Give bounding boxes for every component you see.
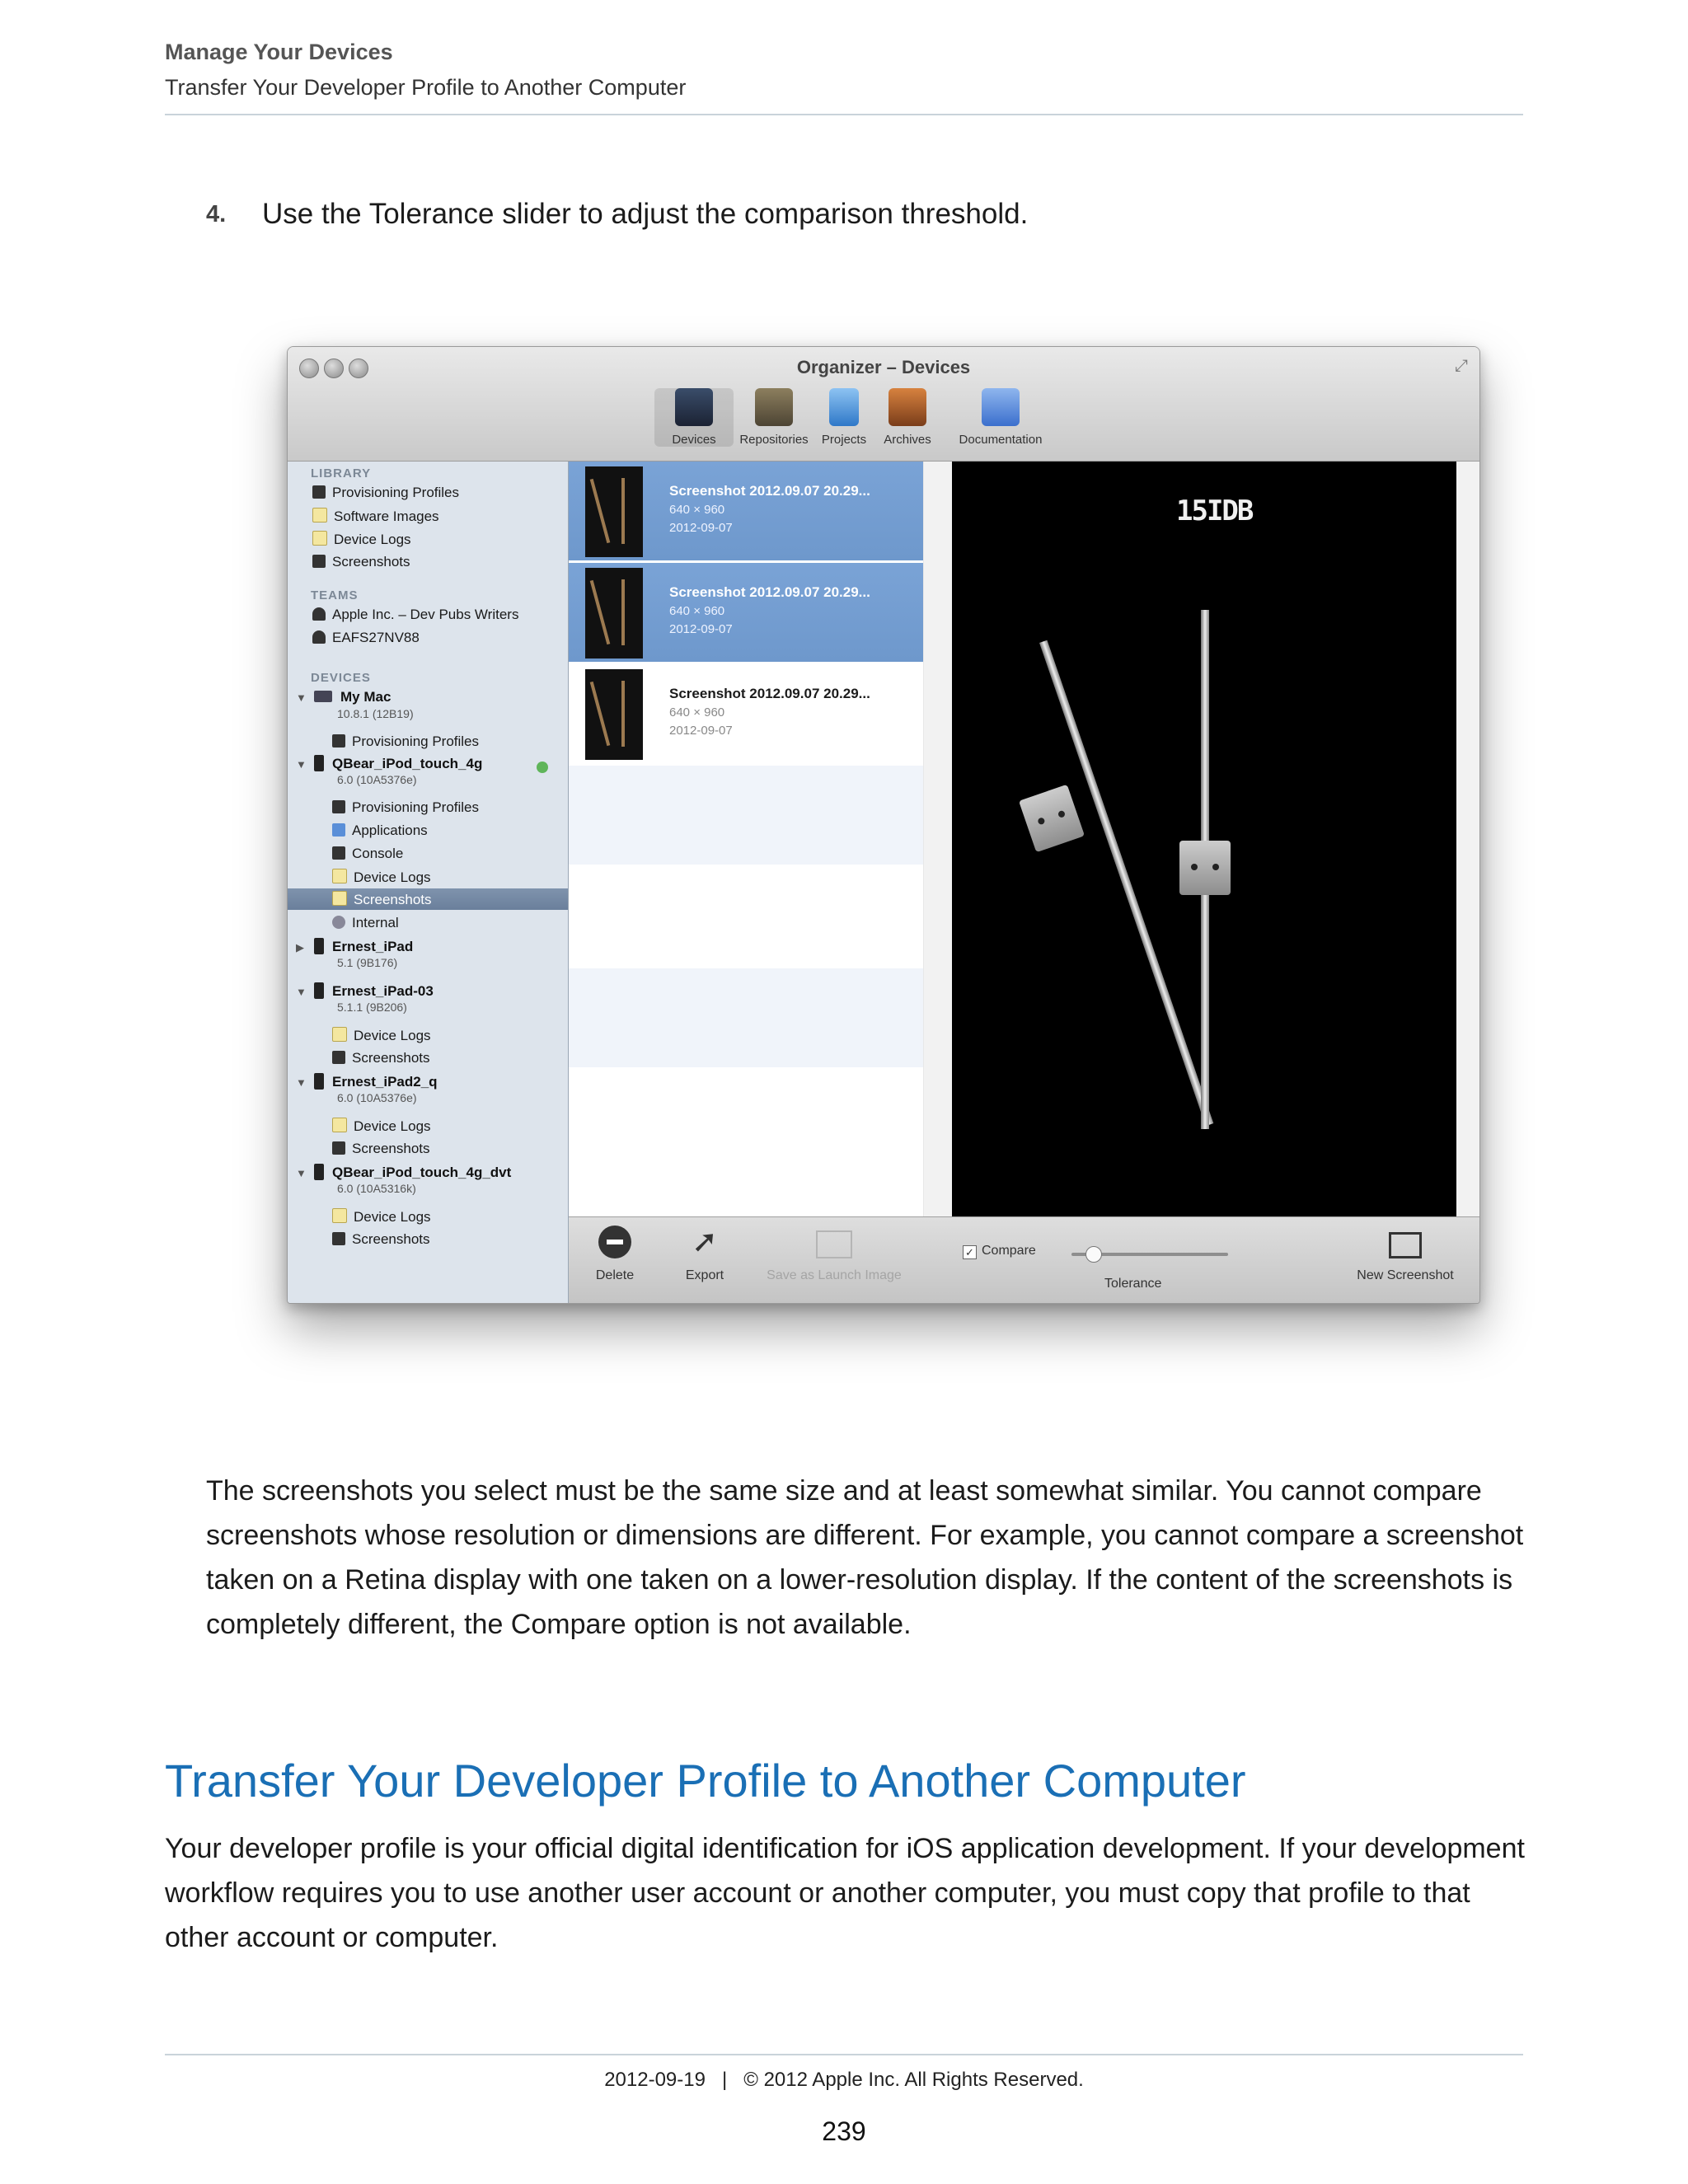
delete-button[interactable]: Delete <box>590 1226 640 1283</box>
save-as-launch-image-button[interactable]: Save as Launch Image <box>752 1226 917 1283</box>
log-icon <box>332 869 347 883</box>
footer-divider <box>165 2054 1523 2055</box>
device-item-screenshots[interactable]: Screenshots <box>332 1231 430 1248</box>
organizer-sidebar <box>288 462 569 1303</box>
toolbar-documentation[interactable]: Documentation <box>947 388 1054 447</box>
sidebar-item-provisioning-profiles[interactable]: Provisioning Profiles <box>312 485 459 501</box>
profile-icon <box>332 800 345 813</box>
device-item-screenshots[interactable]: Screenshots <box>332 1050 430 1066</box>
archives-icon <box>889 388 926 426</box>
sync-status-icon <box>537 762 548 773</box>
ipod-icon <box>314 1164 324 1180</box>
device-version: 5.1 (9B176) <box>337 956 398 969</box>
device-item-internal[interactable]: Internal <box>332 915 399 931</box>
window-titlebar <box>288 347 1479 462</box>
screenshot-icon <box>332 1141 345 1155</box>
disclosure-triangle-icon[interactable]: ▶ <box>296 941 304 954</box>
log-icon <box>332 1208 347 1223</box>
log-icon <box>312 531 327 546</box>
fullscreen-icon[interactable]: ⤢ <box>1455 357 1468 375</box>
sidebar-item-device-logs[interactable]: Device Logs <box>312 531 411 548</box>
list-item[interactable]: Screenshot 2012.09.07 20.29... 640 × 960 2012-09-07 <box>569 462 923 560</box>
device-item-console[interactable]: Console <box>332 846 403 862</box>
device-item-device-logs[interactable]: Device Logs <box>332 869 431 886</box>
device-item-device-logs[interactable]: Device Logs <box>332 1208 431 1226</box>
device-item-screenshots[interactable]: Screenshots <box>332 1141 430 1157</box>
body-paragraph-compare: The screenshots you select must be the same size and at least somewhat similar. You cannot compare screenshots whose resolution or dimensions are different. For example, you cannot compare a screenshot taken on a Retina display with one taken on a lower-resolution display. If the content of the screenshots is completely different, the Compare option is not available. <box>206 1475 1524 1640</box>
device-ernest-ipad[interactable]: ▶ Ernest_iPad <box>296 939 414 954</box>
disclosure-triangle-icon[interactable]: ▼ <box>296 691 307 704</box>
tolerance-slider[interactable] <box>1071 1253 1228 1256</box>
toolbar-archives[interactable]: Archives <box>868 388 947 447</box>
organizer-window <box>287 346 1480 1304</box>
screenshot-thumbnail <box>585 466 643 557</box>
device-version: 10.8.1 (12B19) <box>337 707 414 720</box>
documentation-icon <box>982 388 1020 426</box>
disclosure-triangle-icon[interactable]: ▼ <box>296 986 307 998</box>
disclosure-triangle-icon[interactable]: ▼ <box>296 758 307 771</box>
toolbar-repositories[interactable]: Repositories <box>734 388 814 447</box>
running-header-chapter: Manage Your Devices <box>165 40 393 64</box>
devices-icon <box>675 388 713 426</box>
section-heading: Transfer Your Developer Profile to Another Computer <box>165 1755 1246 1807</box>
team-icon <box>312 607 326 621</box>
software-image-icon <box>312 508 327 523</box>
sidebar-item-software-images[interactable]: Software Images <box>312 508 439 525</box>
body-paragraph-profile: Your developer profile is your official digital identification for iOS application development. If your development workflow requires you to use another user account or another computer, you must copy that profile to that other account or computer. <box>165 1833 1525 1953</box>
bottom-toolbar <box>569 1216 1479 1304</box>
device-ernest-ipad2-q[interactable]: ▼ Ernest_iPad2_q <box>296 1074 438 1090</box>
page-number: 239 <box>822 2116 866 2146</box>
empty-row <box>569 766 923 865</box>
device-version: 5.1.1 (9B206) <box>337 1001 407 1014</box>
devices-header: DEVICES <box>311 671 371 685</box>
ipad-icon <box>314 982 324 999</box>
checkbox-checked-icon: ✓ <box>963 1245 977 1259</box>
launch-image-icon <box>816 1230 852 1258</box>
log-icon <box>332 1118 347 1132</box>
compare-checkbox[interactable]: ✓ Compare <box>963 1244 1036 1259</box>
new-screenshot-button[interactable]: New Screenshot <box>1343 1226 1467 1283</box>
tolerance-label: Tolerance <box>1104 1277 1162 1291</box>
camera-icon <box>1389 1232 1422 1258</box>
screenshot-list <box>569 462 923 1216</box>
device-qbear-ipod[interactable]: ▼ QBear_iPod_touch_4g <box>296 756 483 771</box>
export-arrow-icon: ➚ <box>692 1225 718 1259</box>
ipad-icon <box>314 1073 324 1090</box>
ipad-icon <box>314 938 324 954</box>
library-header: LIBRARY <box>311 466 372 480</box>
device-version: 6.0 (10A5376e) <box>337 1091 417 1104</box>
device-item-device-logs[interactable]: Device Logs <box>332 1027 431 1044</box>
log-icon <box>332 1027 347 1042</box>
device-version: 6.0 (10A5316k) <box>337 1182 416 1195</box>
metronome-weight-right <box>1179 841 1231 895</box>
repositories-icon <box>755 388 793 426</box>
header-divider <box>165 114 1523 115</box>
disclosure-triangle-icon[interactable]: ▼ <box>296 1076 307 1089</box>
screenshot-icon <box>312 555 326 568</box>
screenshot-thumbnail <box>585 568 643 658</box>
device-item-provisioning-profiles[interactable]: Provisioning Profiles <box>332 799 479 816</box>
device-item-applications[interactable]: Applications <box>332 823 428 839</box>
device-item-provisioning-profiles[interactable]: Provisioning Profiles <box>332 733 479 750</box>
sidebar-item-team-id[interactable]: EAFS27NV88 <box>312 630 420 646</box>
toolbar-projects[interactable]: Projects <box>804 388 884 447</box>
device-item-screenshots-selected[interactable]: Screenshots <box>332 891 432 908</box>
internal-icon <box>332 916 345 929</box>
profile-icon <box>332 734 345 748</box>
export-button[interactable]: ➚ Export <box>685 1225 724 1282</box>
team-icon <box>312 630 326 644</box>
screenshot-icon <box>332 891 347 906</box>
device-ernest-ipad-03[interactable]: ▼ Ernest_iPad-03 <box>296 983 434 999</box>
screenshot-icon <box>332 1051 345 1064</box>
list-item[interactable]: Screenshot 2012.09.07 20.29... 640 × 960 2012-09-07 <box>569 664 923 763</box>
ipod-icon <box>314 755 324 771</box>
device-qbear-ipod-dvt[interactable]: ▼ QBear_iPod_touch_4g_dvt <box>296 1165 512 1180</box>
step-number: 4. <box>206 201 227 227</box>
toolbar-devices[interactable]: Devices <box>654 388 734 447</box>
metronome-weight-left <box>1019 785 1085 853</box>
sidebar-item-team[interactable]: Apple Inc. – Dev Pubs Writers <box>312 607 518 623</box>
tolerance-slider-knob[interactable] <box>1085 1246 1102 1263</box>
screenshot-thumbnail <box>585 669 643 760</box>
page-footer: 2012-09-19 | © 2012 Apple Inc. All Rights Reserved. <box>604 2069 1084 2091</box>
teams-header: TEAMS <box>311 588 359 602</box>
window-title: Organizer – Devices <box>796 357 971 377</box>
empty-row <box>569 968 923 1067</box>
screenshot-icon <box>332 1232 345 1245</box>
console-icon <box>332 846 345 860</box>
delete-icon <box>598 1226 631 1258</box>
disclosure-triangle-icon[interactable]: ▼ <box>296 1167 307 1179</box>
device-version: 6.0 (10A5376e) <box>337 773 417 786</box>
step-text: Use the Tolerance slider to adjust the comparison threshold. <box>262 198 1029 230</box>
sidebar-item-screenshots[interactable]: Screenshots <box>312 554 410 570</box>
mac-icon <box>314 691 332 702</box>
running-header-section: Transfer Your Developer Profile to Another Computer <box>165 75 687 100</box>
applications-icon <box>332 823 345 837</box>
device-item-device-logs[interactable]: Device Logs <box>332 1118 431 1135</box>
screenshot-preview <box>952 462 1456 1216</box>
device-my-mac[interactable]: ▼ My Mac <box>296 689 392 705</box>
profile-icon <box>312 485 326 499</box>
list-item[interactable]: Screenshot 2012.09.07 20.29... 640 × 960 2012-09-07 <box>569 563 923 662</box>
projects-icon <box>829 388 859 426</box>
preview-label: 15IDB <box>1176 494 1253 527</box>
